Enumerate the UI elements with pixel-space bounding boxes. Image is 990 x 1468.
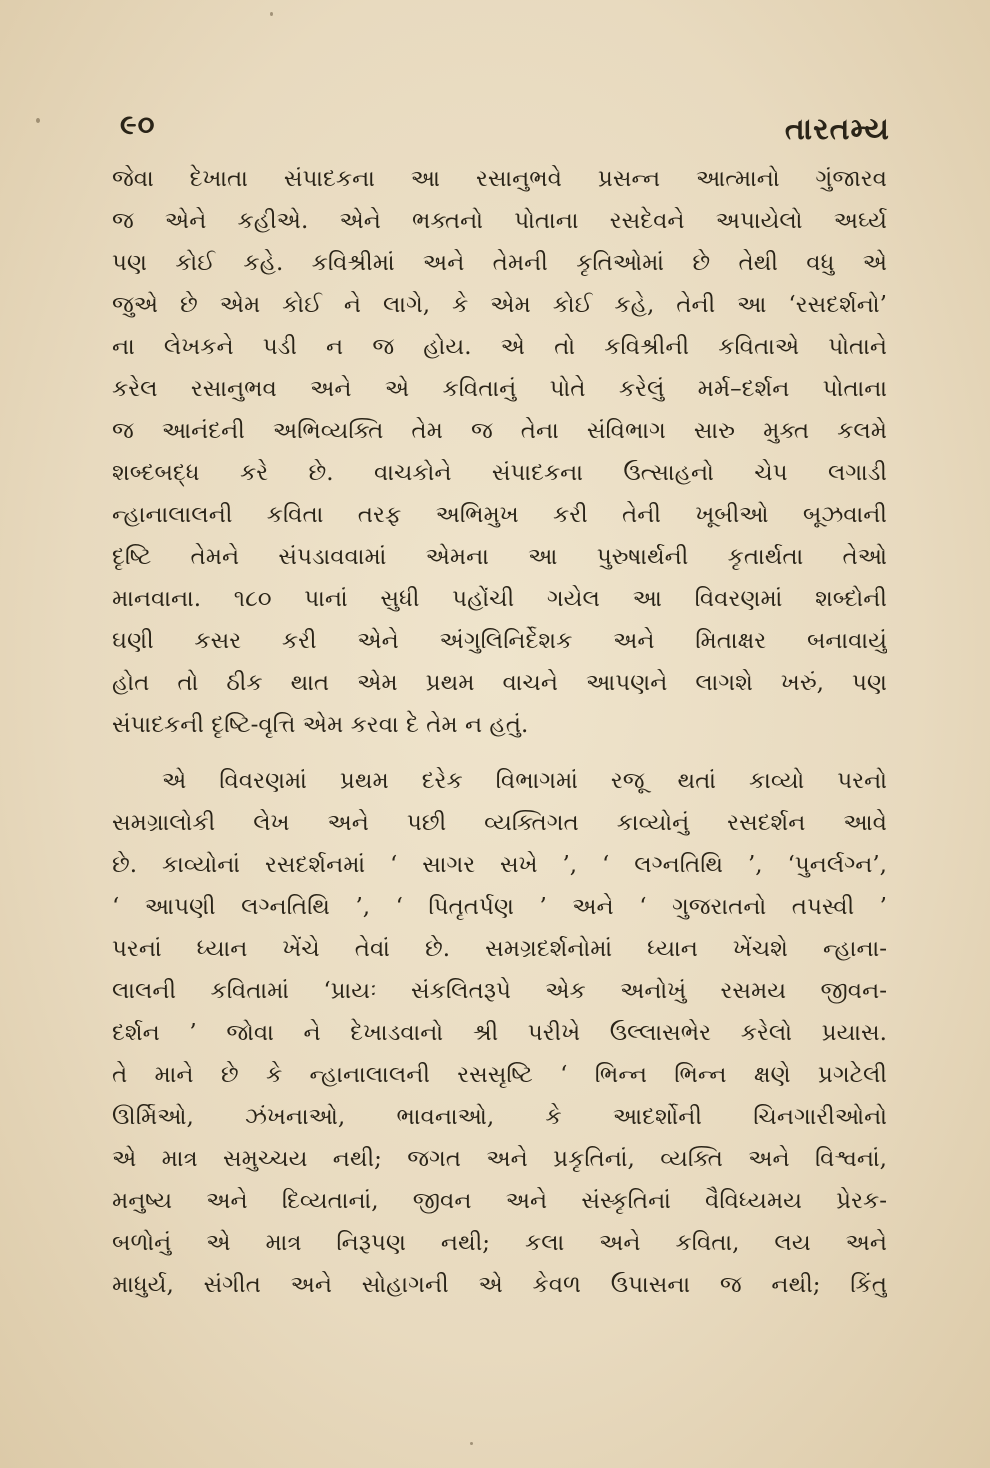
text-line: શબ્દબદ્ધ કરે છે. વાચકોને સંપાદકના ઉત્સાહનો ચેપ લગાડી (112, 460, 887, 486)
text-line: સંપાદકની દૃષ્ટિ-વૃત્તિ એમ કરવા દે તેમ ન હતું. (112, 712, 529, 738)
text-line: તે માને છે કે ન્હાનાલાલની રસસૃષ્ટિ ‘ ભિન્ન ભિન્ન ક્ષણે પ્રગટેલી (112, 1062, 887, 1088)
print-speck (270, 12, 273, 16)
text-line: પરનાં ધ્યાન ખેંચે તેવાં છે. સમગ્રદર્શનોમાં ધ્યાન ખેંચશે ન્હાના- (112, 936, 887, 962)
page-header (112, 100, 890, 150)
text-line: એ માત્ર સમુચ્ચય નથી; જગત અને પ્રકૃતિનાં, વ્યક્તિ અને વિશ્વનાં, (112, 1146, 887, 1172)
text-line: ના લેખકને પડી ન જ હોય. એ તો કવિશ્રીની કવિતાએ પોતાને (112, 334, 887, 360)
paragraph (112, 760, 887, 1306)
text-line: ‘ આપણી લગ્નતિથિ ’, ‘ પિતૃતર્પણ ’ અને ‘ ગુજરાતનો તપસ્વી ’ (112, 894, 887, 920)
text-line: ન્હાનાલાલની કવિતા તરફ અભિમુખ કરી તેની ખૂબીઓ બૂઝવાની (112, 502, 887, 528)
text-line: કરેલ રસાનુભવ અને એ કવિતાનું પોતે કરેલું મર્મ–દર્શન પોતાના (112, 376, 887, 402)
print-speck (470, 1442, 473, 1445)
text-line: મનુષ્ય અને દિવ્યતાનાં, જીવન અને સંસ્કૃતિનાં વૈવિધ્યમય પ્રેરક- (112, 1188, 887, 1214)
text-line: પણ કોઈ કહે. કવિશ્રીમાં અને તેમની કૃતિઓમાં છે તેથી વધુ એ (112, 250, 887, 276)
text-line: બળોનું એ માત્ર નિરૂપણ નથી; કલા અને કવિતા, લય અને (112, 1230, 887, 1256)
text-line: જ એને કહીએ. એને ભક્તનો પોતાના રસદેવને અપાયેલો અર્ઘ્ય (112, 208, 887, 234)
page-number: ૯૦ (120, 108, 156, 141)
text-line: માધુર્ય, સંગીત અને સોહાગની એ કેવળ ઉપાસના જ નથી; કિંતુ (112, 1272, 887, 1298)
text-line: જુએ છે એમ કોઈ ને લાગે, કે એમ કોઈ કહે, તેની આ ‘રસદર્શનો’ (112, 292, 887, 318)
running-title: તારતમ્ય (784, 112, 890, 147)
text-line: લાલની કવિતામાં ‘પ્રાયઃ સંકલિતરૂપે એક અનોખું રસમય જીવન- (112, 978, 887, 1004)
text-line: જ આનંદની અભિવ્યક્તિ તેમ જ તેના સંવિભાગ સારુ મુક્ત કલમે (112, 418, 887, 444)
text-line: છે. કાવ્યોનાં રસદર્શનમાં ‘ સાગર સખે ’, ‘ લગ્નતિથિ ’, ‘પુનર્લગ્ન’, (112, 852, 887, 878)
text-line: જેવા દેખાતા સંપાદકના આ રસાનુભવે પ્રસન્ન આત્માનો ગુંજારવ (112, 166, 887, 192)
text-line: ઊર્મિઓ, ઝંખનાઓ, ભાવનાઓ, કે આદર્શોની ચિનગારીઓનો (112, 1104, 887, 1130)
paragraph (112, 158, 887, 746)
text-line: એ વિવરણમાં પ્રથમ દરેક વિભાગમાં રજૂ થતાં કાવ્યો પરનો (162, 768, 887, 794)
print-speck (36, 118, 40, 123)
text-line: હોત તો ઠીક થાત એમ પ્રથમ વાચને આપણને લાગશે ખરું, પણ (112, 670, 887, 696)
text-line: માનવાના. ૧૮૦ પાનાં સુધી પહોંચી ગયેલ આ વિવરણમાં શબ્દોની (112, 586, 887, 612)
text-line: ઘણી કસર કરી એને અંગુલિનિર્દેશક અને મિતાક્ષર બનાવાયું (112, 628, 887, 654)
body-text (112, 158, 887, 1306)
text-line: દર્શન ’ જોવા ને દેખાડવાનો શ્રી પરીખે ઉલ્લાસભેર કરેલો પ્રયાસ. (112, 1020, 887, 1046)
text-line: સમગ્રાલોકી લેખ અને પછી વ્યક્તિગત કાવ્યોનું રસદર્શન આવે (112, 810, 887, 836)
text-line: દૃષ્ટિ તેમને સંપડાવવામાં એમના આ પુરુષાર્થની કૃતાર્થતા તેઓ (112, 544, 887, 570)
